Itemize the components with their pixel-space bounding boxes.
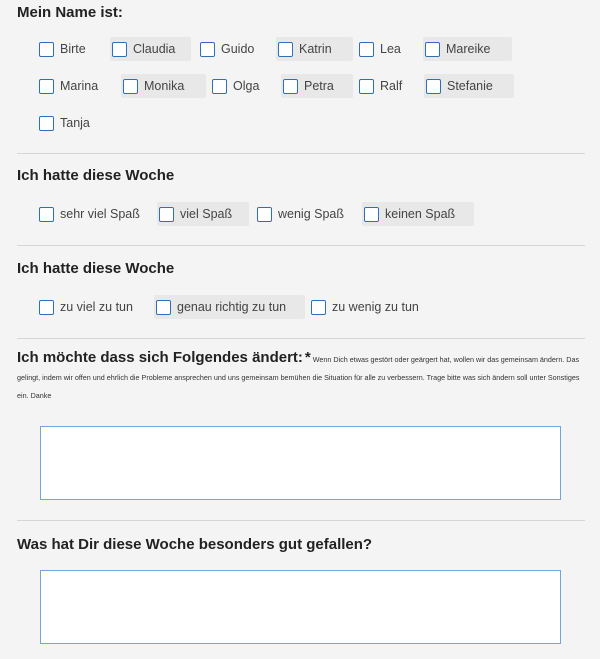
workload-option-zu-viel[interactable] — [37, 295, 147, 319]
name-option-ralf[interactable] — [357, 74, 419, 98]
option-label: Katrin — [299, 42, 332, 56]
option-label: Claudia — [133, 42, 176, 56]
liked-heading: Was hat Dir diese Woche besonders gut gefallen? — [17, 536, 373, 553]
checkbox[interactable] — [39, 42, 54, 57]
checkbox[interactable] — [425, 42, 440, 57]
option-label: wenig Spaß — [278, 207, 345, 221]
checkbox[interactable] — [359, 79, 374, 94]
checkbox[interactable] — [112, 42, 127, 57]
checkbox[interactable] — [156, 300, 171, 315]
workload-option-genau-richtig[interactable] — [154, 295, 305, 319]
name-option-claudia[interactable] — [110, 37, 191, 61]
name-option-monika[interactable] — [121, 74, 206, 98]
fun-option-keinen-spass[interactable] — [362, 202, 474, 226]
option-label: Tanja — [60, 116, 90, 130]
checkbox[interactable] — [359, 42, 374, 57]
option-label: Marina — [60, 79, 99, 93]
name-option-olga[interactable] — [210, 74, 274, 98]
option-label: Guido — [221, 42, 255, 56]
divider — [17, 245, 585, 246]
name-option-guido[interactable] — [198, 37, 268, 61]
name-option-petra[interactable] — [281, 74, 353, 98]
option-label: Petra — [304, 79, 334, 93]
checkbox[interactable] — [311, 300, 326, 315]
option-label: zu viel zu tun — [60, 300, 133, 314]
divider — [17, 520, 585, 521]
workload-heading: Ich hatte diese Woche — [17, 260, 175, 277]
changes-heading: Ich möchte dass sich Folgendes ändert: — [17, 349, 303, 366]
changes-note: Wenn Dich etwas gestört oder geärgert hat, wollen wir das gemeinsam ändern. Das gelingt, indem wir offen und ehrlich die Probleme ansprechen und uns gemeinsam bemühen die Situation für alle zu verbessern. Trage bitte was sich ändern soll unter Sonstiges ein. Danke — [17, 355, 580, 400]
option-label: genau richtig zu tun — [177, 300, 287, 314]
checkbox[interactable] — [364, 207, 379, 222]
name-option-lea[interactable] — [357, 37, 417, 61]
checkbox[interactable] — [426, 79, 441, 94]
fun-option-wenig-spass[interactable] — [255, 202, 357, 226]
option-label: Ralf — [380, 79, 403, 93]
option-label: Lea — [380, 42, 401, 56]
required-marker: * — [304, 349, 311, 366]
checkbox[interactable] — [283, 79, 298, 94]
checkbox[interactable] — [39, 300, 54, 315]
name-option-tanja[interactable] — [37, 111, 103, 135]
name-option-birte[interactable] — [37, 37, 103, 61]
checkbox[interactable] — [39, 207, 54, 222]
fun-option-sehr-viel-spass[interactable] — [37, 202, 150, 226]
checkbox[interactable] — [123, 79, 138, 94]
divider — [17, 153, 585, 154]
option-label: Mareike — [446, 42, 491, 56]
changes-intro — [17, 349, 587, 405]
option-label: keinen Spaß — [385, 207, 456, 221]
changes-textarea[interactable] — [40, 426, 561, 500]
option-label: zu wenig zu tun — [332, 300, 419, 314]
option-label: Monika — [144, 79, 185, 93]
liked-textarea[interactable] — [40, 570, 561, 644]
name-option-stefanie[interactable] — [424, 74, 514, 98]
fun-heading: Ich hatte diese Woche — [17, 167, 175, 184]
option-label: Birte — [60, 42, 86, 56]
option-label: viel Spaß — [180, 207, 233, 221]
divider — [17, 338, 585, 339]
names-heading: Mein Name ist: — [17, 4, 123, 21]
checkbox[interactable] — [200, 42, 215, 57]
checkbox[interactable] — [257, 207, 272, 222]
checkbox[interactable] — [39, 79, 54, 94]
name-option-marina[interactable] — [37, 74, 113, 98]
name-option-katrin[interactable] — [276, 37, 353, 61]
checkbox[interactable] — [39, 116, 54, 131]
checkbox[interactable] — [159, 207, 174, 222]
workload-option-zu-wenig[interactable] — [309, 295, 429, 319]
checkbox[interactable] — [278, 42, 293, 57]
option-label: sehr viel Spaß — [60, 207, 140, 221]
option-label: Stefanie — [447, 79, 493, 93]
checkbox[interactable] — [212, 79, 227, 94]
fun-option-viel-spass[interactable] — [157, 202, 249, 226]
option-label: Olga — [233, 79, 260, 93]
name-option-mareike[interactable] — [423, 37, 512, 61]
